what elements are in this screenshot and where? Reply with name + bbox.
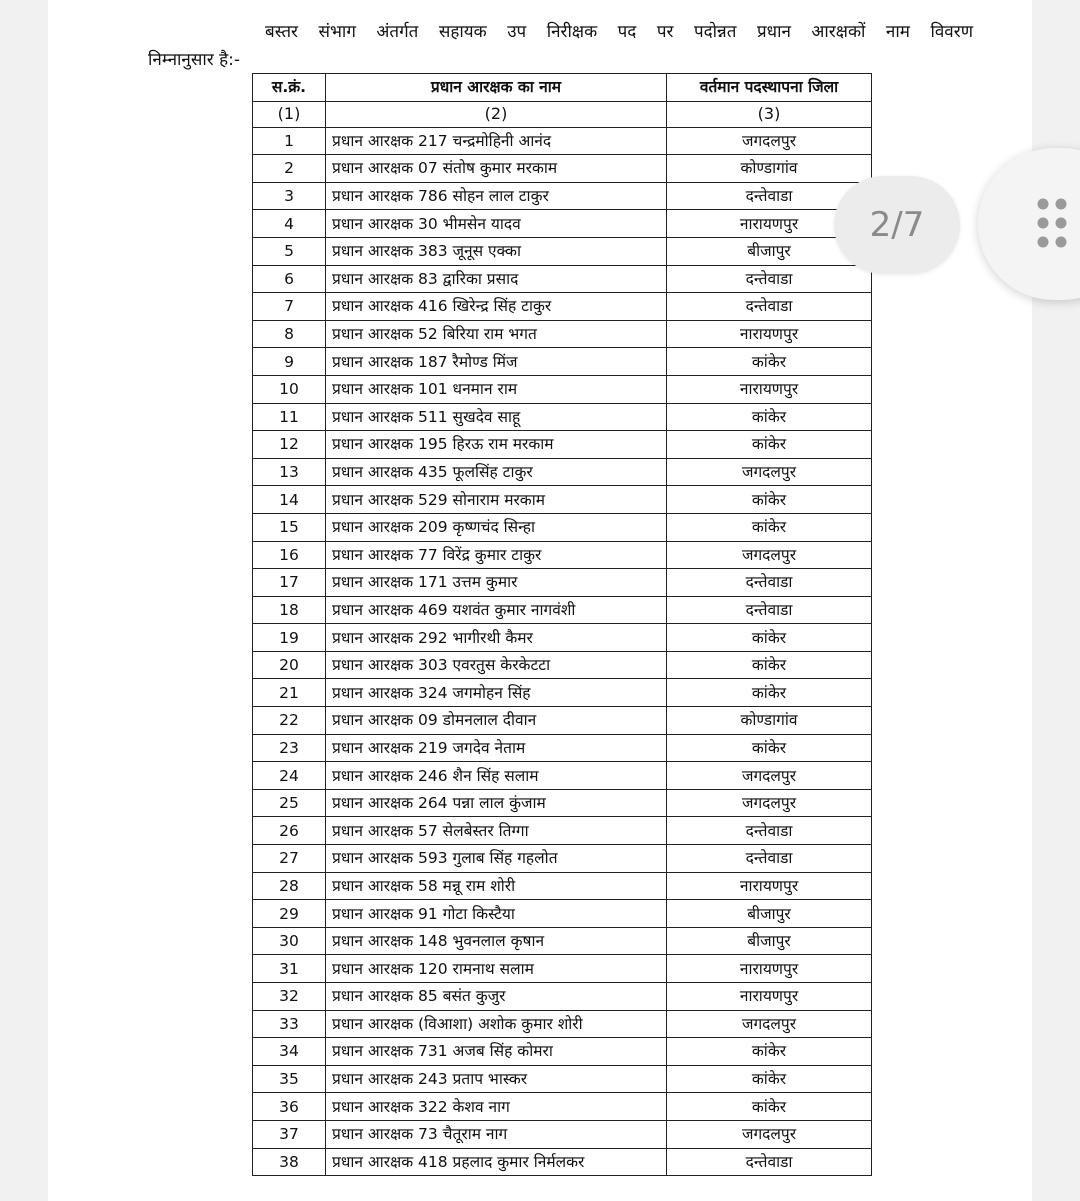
row-district: कांकेर	[667, 651, 872, 679]
table-row	[253, 1065, 872, 1093]
table-header-row	[253, 74, 872, 102]
row-name: प्रधान आरक्षक 786 सोहन लाल टाकुर	[326, 182, 667, 210]
row-district: जगदलपुर	[667, 762, 872, 790]
table-row	[253, 541, 872, 569]
row-serial: 19	[253, 624, 326, 652]
table-row	[253, 707, 872, 735]
row-name: प्रधान आरक्षक 73 चैतूराम नाग	[326, 1120, 667, 1148]
table-row	[253, 1148, 872, 1176]
row-serial: 10	[253, 375, 326, 403]
table-row	[253, 1010, 872, 1038]
row-serial: 33	[253, 1010, 326, 1038]
column-number-row	[253, 101, 872, 127]
row-name: प्रधान आरक्षक 171 उत्तम कुमार	[326, 569, 667, 597]
row-serial: 2	[253, 155, 326, 183]
table-row	[253, 265, 872, 293]
row-serial: 21	[253, 679, 326, 707]
row-serial: 11	[253, 403, 326, 431]
row-name: प्रधान आरक्षक 148 भुवनलाल कृषान	[326, 927, 667, 955]
row-district: नारायणपुर	[667, 872, 872, 900]
table-row	[253, 789, 872, 817]
row-name: प्रधान आरक्षक 322 केशव नाग	[326, 1093, 667, 1121]
row-serial: 4	[253, 210, 326, 238]
table-row	[253, 182, 872, 210]
row-name: प्रधान आरक्षक 52 बिरिया राम भगत	[326, 320, 667, 348]
row-name: प्रधान आरक्षक (विआशा) अशोक कुमार शोरी	[326, 1010, 667, 1038]
row-name: प्रधान आरक्षक 324 जगमोहन सिंह	[326, 679, 667, 707]
row-name: प्रधान आरक्षक 418 प्रहलाद कुमार निर्मलकर	[326, 1148, 667, 1176]
table-row	[253, 458, 872, 486]
row-serial: 35	[253, 1065, 326, 1093]
row-name: प्रधान आरक्षक 593 गुलाब सिंह गहलोत	[326, 845, 667, 873]
table-row	[253, 375, 872, 403]
row-name: प्रधान आरक्षक 219 जगदेव नेताम	[326, 734, 667, 762]
table-row	[253, 927, 872, 955]
row-name: प्रधान आरक्षक 264 पन्ना लाल कुंजाम	[326, 789, 667, 817]
table-row	[253, 1120, 872, 1148]
row-district: जगदलपुर	[667, 541, 872, 569]
row-district: दन्तेवाडा	[667, 182, 872, 210]
row-district: बीजापुर	[667, 927, 872, 955]
row-district: कांकेर	[667, 1093, 872, 1121]
row-serial: 37	[253, 1120, 326, 1148]
row-district: दन्तेवाडा	[667, 265, 872, 293]
row-district: दन्तेवाडा	[667, 569, 872, 597]
row-name: प्रधान आरक्षक 529 सोनाराम मरकाम	[326, 486, 667, 514]
row-district: नारायणपुर	[667, 210, 872, 238]
row-district: दन्तेवाडा	[667, 293, 872, 321]
row-serial: 30	[253, 927, 326, 955]
row-district: कांकेर	[667, 1038, 872, 1066]
row-district: कांकेर	[667, 348, 872, 376]
table-row	[253, 320, 872, 348]
table-row	[253, 210, 872, 238]
row-name: प्रधान आरक्षक 292 भागीरथी कैमर	[326, 624, 667, 652]
row-district: बीजापुर	[667, 900, 872, 928]
row-district: दन्तेवाडा	[667, 817, 872, 845]
column-number-2: (2)	[326, 101, 667, 127]
row-district: नारायणपुर	[667, 983, 872, 1011]
row-serial: 7	[253, 293, 326, 321]
row-name: प्रधान आरक्षक 731 अजब सिंह कोमरा	[326, 1038, 667, 1066]
table-row	[253, 624, 872, 652]
table-row	[253, 983, 872, 1011]
row-district: जगदलपुर	[667, 789, 872, 817]
row-serial: 27	[253, 845, 326, 873]
grid-dots-icon	[1036, 196, 1068, 250]
intro-line-2: निम्नानुसार है:-	[148, 50, 240, 70]
row-serial: 6	[253, 265, 326, 293]
row-district: कांकेर	[667, 624, 872, 652]
row-name: प्रधान आरक्षक 243 प्रताप भास्कर	[326, 1065, 667, 1093]
row-serial: 8	[253, 320, 326, 348]
row-name: प्रधान आरक्षक 77 विरेंद्र कुमार टाकुर	[326, 541, 667, 569]
row-serial: 36	[253, 1093, 326, 1121]
table-row	[253, 348, 872, 376]
row-name: प्रधान आरक्षक 469 यशवंत कुमार नागवंशी	[326, 596, 667, 624]
row-name: प्रधान आरक्षक 85 बसंत कुजुर	[326, 983, 667, 1011]
row-serial: 22	[253, 707, 326, 735]
promotion-table	[252, 73, 872, 1176]
table-row	[253, 486, 872, 514]
header-serial: स.क्रं.	[253, 74, 326, 102]
row-serial: 26	[253, 817, 326, 845]
row-serial: 12	[253, 431, 326, 459]
row-name: प्रधान आरक्षक 07 संतोष कुमार मरकाम	[326, 155, 667, 183]
table-row	[253, 155, 872, 183]
row-name: प्रधान आरक्षक 57 सेलबेस्तर तिग्गा	[326, 817, 667, 845]
row-district: कांकेर	[667, 486, 872, 514]
row-district: नारायणपुर	[667, 955, 872, 983]
row-district: कोण्डागांव	[667, 707, 872, 735]
row-district: कांकेर	[667, 734, 872, 762]
row-serial: 15	[253, 513, 326, 541]
column-number-1: (1)	[253, 101, 326, 127]
row-serial: 24	[253, 762, 326, 790]
row-serial: 5	[253, 237, 326, 265]
column-number-3: (3)	[667, 101, 872, 127]
row-district: कांकेर	[667, 1065, 872, 1093]
table-row	[253, 293, 872, 321]
row-district: कांकेर	[667, 431, 872, 459]
header-district: वर्तमान पदस्थापना जिला	[667, 74, 872, 102]
row-serial: 17	[253, 569, 326, 597]
row-name: प्रधान आरक्षक 120 रामनाथ सलाम	[326, 955, 667, 983]
row-district: जगदलपुर	[667, 458, 872, 486]
row-district: दन्तेवाडा	[667, 845, 872, 873]
row-name: प्रधान आरक्षक 58 मन्नू राम शोरी	[326, 872, 667, 900]
row-name: प्रधान आरक्षक 217 चन्द्रमोहिनी आनंद	[326, 127, 667, 155]
table-row	[253, 431, 872, 459]
table-row	[253, 762, 872, 790]
row-name: प्रधान आरक्षक 416 खिरेन्द्र सिंह टाकुर	[326, 293, 667, 321]
row-district: नारायणपुर	[667, 375, 872, 403]
row-district: कांकेर	[667, 403, 872, 431]
row-district: कोण्डागांव	[667, 155, 872, 183]
row-serial: 16	[253, 541, 326, 569]
row-serial: 34	[253, 1038, 326, 1066]
row-name: प्रधान आरक्षक 511 सुखदेव साहू	[326, 403, 667, 431]
table-row	[253, 237, 872, 265]
row-serial: 9	[253, 348, 326, 376]
table-row	[253, 872, 872, 900]
table-row	[253, 513, 872, 541]
row-district: जगदलपुर	[667, 1010, 872, 1038]
row-name: प्रधान आरक्षक 383 जूनूस एक्का	[326, 237, 667, 265]
row-name: प्रधान आरक्षक 09 डोमनलाल दीवान	[326, 707, 667, 735]
header-name: प्रधान आरक्षक का नाम	[326, 74, 667, 102]
intro-paragraph	[148, 18, 973, 74]
row-name: प्रधान आरक्षक 435 फूलसिंह टाकुर	[326, 458, 667, 486]
table-row	[253, 651, 872, 679]
row-serial: 1	[253, 127, 326, 155]
table-row	[253, 734, 872, 762]
row-serial: 20	[253, 651, 326, 679]
row-serial: 23	[253, 734, 326, 762]
row-name: प्रधान आरक्षक 101 धनमान राम	[326, 375, 667, 403]
table-row	[253, 403, 872, 431]
row-district: जगदलपुर	[667, 127, 872, 155]
row-name: प्रधान आरक्षक 91 गोटा किस्टैया	[326, 900, 667, 928]
row-district: दन्तेवाडा	[667, 596, 872, 624]
table-row	[253, 127, 872, 155]
row-serial: 18	[253, 596, 326, 624]
table-row	[253, 900, 872, 928]
table-row	[253, 955, 872, 983]
table-row	[253, 817, 872, 845]
row-serial: 28	[253, 872, 326, 900]
row-serial: 32	[253, 983, 326, 1011]
row-district: नारायणपुर	[667, 320, 872, 348]
table-row	[253, 679, 872, 707]
row-name: प्रधान आरक्षक 246 शैन सिंह सलाम	[326, 762, 667, 790]
row-serial: 14	[253, 486, 326, 514]
row-serial: 31	[253, 955, 326, 983]
row-name: प्रधान आरक्षक 83 द्वारिका प्रसाद	[326, 265, 667, 293]
table-row	[253, 1093, 872, 1121]
row-district: कांकेर	[667, 679, 872, 707]
row-district: दन्तेवाडा	[667, 1148, 872, 1176]
row-name: प्रधान आरक्षक 30 भीमसेन यादव	[326, 210, 667, 238]
row-serial: 25	[253, 789, 326, 817]
row-district: बीजापुर	[667, 237, 872, 265]
page-indicator[interactable]: 2/7	[834, 176, 960, 274]
row-serial: 13	[253, 458, 326, 486]
row-name: प्रधान आरक्षक 303 एवरतुस केरकेटटा	[326, 651, 667, 679]
row-district: जगदलपुर	[667, 1120, 872, 1148]
intro-line-1: बस्तर संभाग अंतर्गत सहायक उप निरीक्षक पद पर पदोन्नत प्रधान आरक्षकों नाम विवरण	[265, 22, 973, 42]
table-row	[253, 596, 872, 624]
table-row	[253, 569, 872, 597]
row-name: प्रधान आरक्षक 187 रैमोण्ड मिंज	[326, 348, 667, 376]
row-name: प्रधान आरक्षक 209 कृष्णचंद सिन्हा	[326, 513, 667, 541]
row-name: प्रधान आरक्षक 195 हिरऊ राम मरकाम	[326, 431, 667, 459]
row-serial: 38	[253, 1148, 326, 1176]
table-row	[253, 845, 872, 873]
row-serial: 29	[253, 900, 326, 928]
table-row	[253, 1038, 872, 1066]
row-serial: 3	[253, 182, 326, 210]
row-district: कांकेर	[667, 513, 872, 541]
